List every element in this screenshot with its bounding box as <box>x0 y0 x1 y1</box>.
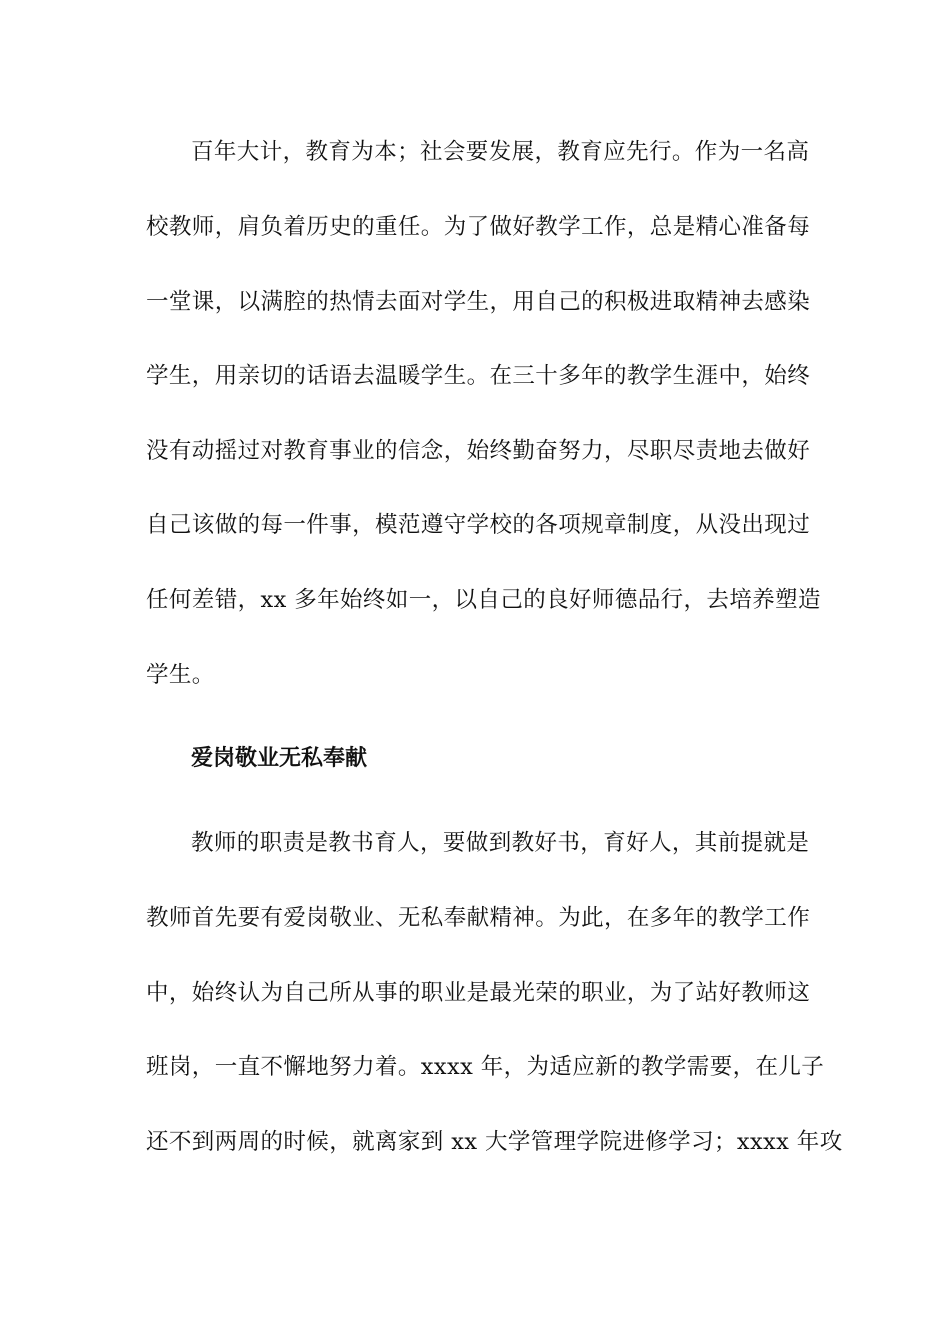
section-heading: 爱岗敬业无私奉献 <box>191 746 368 771</box>
paragraph-1-line-4: 学生，用亲切的话语去温暖学生。在三十多年的教学生涯中，始终 <box>146 363 811 389</box>
paragraph-1-line-5: 没有动摇过对教育事业的信念，始终勤奋努力，尽职尽责地去做好 <box>146 438 811 464</box>
paragraph-2-line-4: 班岗，一直不懈地努力着。xxxx 年，为适应新的教学需要，在儿子 <box>146 1054 825 1080</box>
paragraph-1-line-1: 百年大计，教育为本；社会要发展，教育应先行。作为一名高 <box>191 139 810 165</box>
paragraph-2-line-5: 还不到两周的时候，就离家到 xx 大学管理学院进修学习；xxxx 年攻 <box>146 1129 843 1155</box>
paragraph-1-line-6: 自己该做的每一件事，模范遵守学校的各项规章制度，从没出现过 <box>146 512 811 538</box>
paragraph-2-line-1: 教师的职责是教书育人，要做到教好书，育好人，其前提就是 <box>191 830 810 856</box>
paragraph-1-line-2: 校教师，肩负着历史的重任。为了做好教学工作，总是精心准备每 <box>146 214 811 240</box>
paragraph-2-line-3: 中，始终认为自己所从事的职业是最光荣的职业，为了站好教师这 <box>146 980 811 1006</box>
paragraph-1-line-8: 学生。 <box>146 662 215 688</box>
paragraph-1-line-7: 任何差错，xx 多年始终如一，以自己的良好师德品行，去培养塑造 <box>146 587 821 613</box>
paragraph-1-line-3: 一堂课，以满腔的热情去面对学生，用自己的积极进取精神去感染 <box>146 289 811 315</box>
paragraph-2-line-2: 教师首先要有爱岗敬业、无私奉献精神。为此，在多年的教学工作 <box>146 905 811 931</box>
